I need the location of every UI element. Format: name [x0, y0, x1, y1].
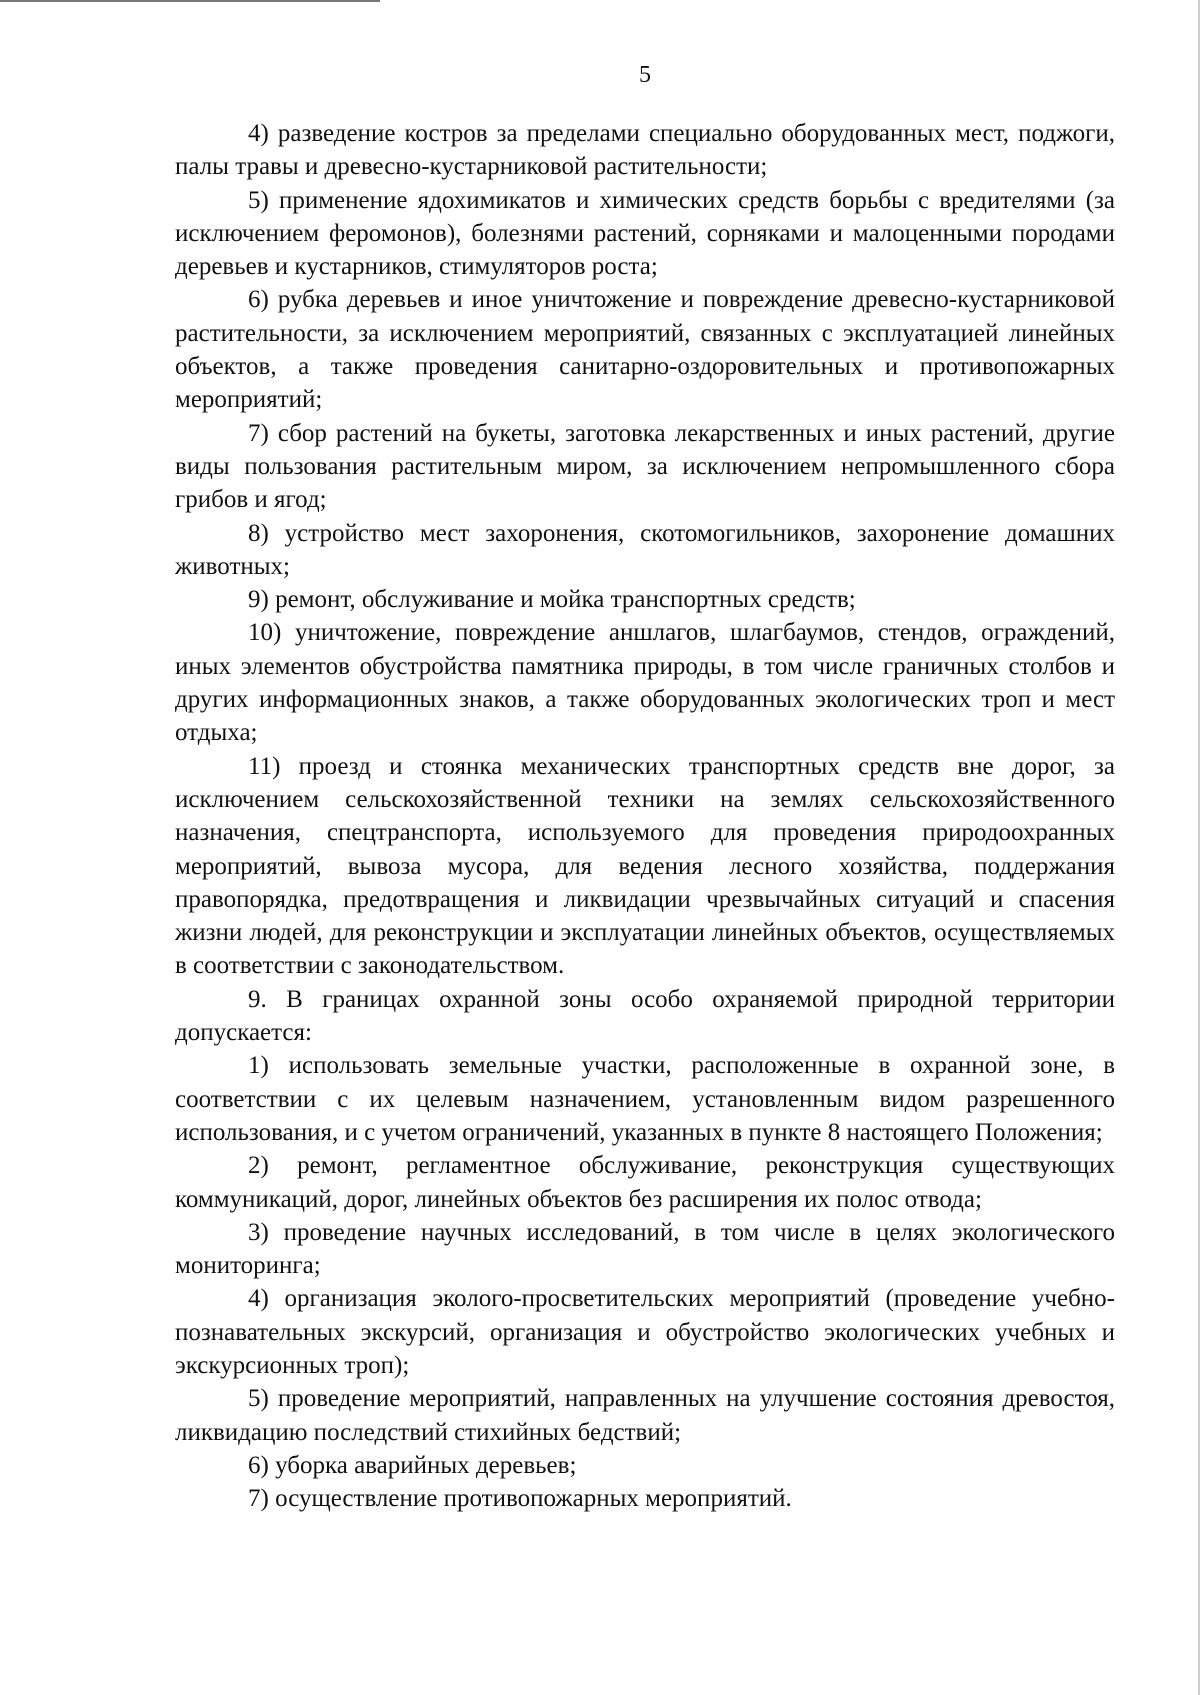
list-item-7-plant-collection: 7) сбор растений на букеты, заготовка лекарственных и иных растений, другие виды пользования растительным миром, за исключением непромышленного сбора грибов и ягод;: [175, 419, 1115, 514]
allowed-item-6-tree-removal: 6) уборка аварийных деревьев;: [248, 1451, 577, 1479]
list-item-8-burials: 8) устройство мест захоронения, скотомогильников, захоронение домашних животных;: [175, 519, 1115, 580]
document-body: [175, 117, 1115, 1515]
list-item-6-tree-felling: 6) рубка деревьев и иное уничтожение и повреждение древесно-кустарниковой растительности, за исключением мероприятий, связанных с эксплуатацией линейных объектов, а также проведения санитарно-оздоровительных и противопожарных мероприятий;: [175, 286, 1115, 414]
allowed-item-5-forest-improvement: 5) проведение мероприятий, направленных на улучшение состояния древостоя, ликвидацию последствий стихийных бедствий;: [175, 1385, 1115, 1446]
list-item-4-fires: 4) разведение костров за пределами специально оборудованных мест, поджоги, палы травы и древесно-кустарниковой растительности;: [175, 120, 1115, 181]
allowed-item-2-repair: 2) ремонт, регламентное обслуживание, реконструкция существующих коммуникаций, дорог, линейных объектов без расширения их полос отвода;: [175, 1152, 1115, 1213]
section-9-heading: 9. В границах охранной зоны особо охраняемой природной территории допускается:: [175, 985, 1115, 1047]
page-number: 5: [639, 62, 651, 88]
list-item-5-chemicals: 5) применение ядохимикатов и химических средств борьбы с вредителями (за исключением феромонов), болезнями растений, сорняками и малоценными породами деревьев и кустарников, стимуляторов роста;: [175, 186, 1115, 281]
allowed-item-3-research: 3) проведение научных исследований, в том числе в целях экологического мониторинга;: [175, 1218, 1115, 1280]
scan-top-rule: [0, 0, 380, 2]
list-item-10-damage-signs: 10) уничтожение, повреждение аншлагов, шлагбаумов, стендов, ограждений, иных элементов обустройства памятника природы, в том числе граничных столбов и других информационных знаков, а также оборудованных экологических троп и мест отдыха;: [175, 619, 1115, 747]
list-item-9-vehicle-repair: 9) ремонт, обслуживание и мойка транспортных средств;: [248, 586, 856, 614]
allowed-item-4-education: 4) организация эколого-просветительских мероприятий (проведение учебно-познавательных экскурсий, организация и обустройство экологических учебных и экскурсионных троп);: [175, 1285, 1115, 1379]
allowed-item-1-land-use: 1) использовать земельные участки, расположенные в охранной зоне, в соответствии с их целевым назначением, установленным видом разрешенного использования, и с учетом ограничений, указанных в пункте 8 настоящего Положения;: [175, 1052, 1115, 1146]
list-item-11-vehicle-traffic: 11) проезд и стоянка механических транспортных средств вне дорог, за исключением сельскохозяйственной техники на землях сельскохозяйственного назначения, спецтранспорта, используемого для проведения природоохранных мероприятий, вывоза мусора, для ведения лесного хозяйства, поддержания правопорядка, предотвращения и ликвидации чрезвычайных ситуаций и спасения жизни людей, для реконструкции и эксплуатации линейных объектов, осуществляемых в соответствии с законодательством.: [175, 752, 1115, 980]
allowed-item-7-fire-prevention: 7) осуществление противопожарных мероприятий.: [248, 1485, 792, 1513]
